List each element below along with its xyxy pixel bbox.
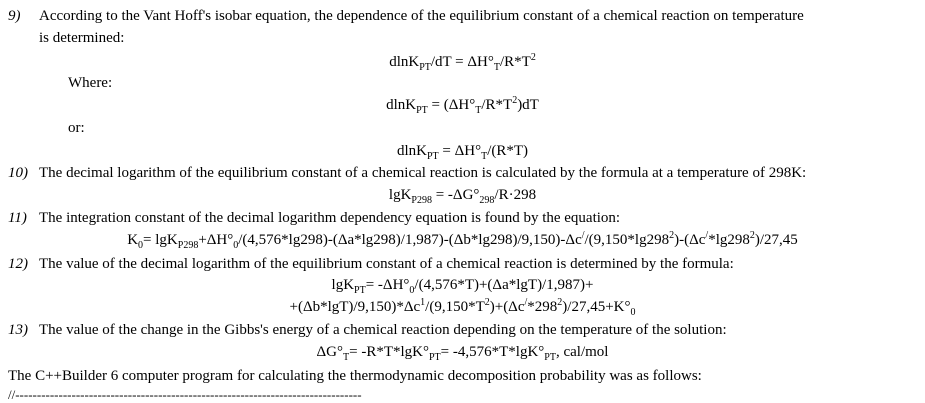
item-11-text: The integration constant of the decimal logarithm dependency equation is found by the equation:	[39, 210, 621, 226]
item-10-equation: $\lg K_{P298} = -\Delta G^\circ_{298}/R\cdot 298$	[388, 187, 537, 206]
item-9-equation-1: $dlnK_{PT}/dT = \Delta H^\circ_T/R*T^2$	[389, 52, 536, 73]
item-9-text: According to the Vant Hoff's isobar equation, the dependence of the equilibrium constant of a chemical reaction on temperature	[39, 8, 804, 24]
item-number-9: 9)	[8, 8, 21, 24]
code-comment-line: //--------------------------------------------------------------------------------	[8, 387, 362, 402]
item-number-11: 11)	[8, 210, 27, 226]
item-number-12: 12)	[8, 256, 28, 272]
item-9-equation-3: $dlnK_{PT} = \Delta H^\circ_T/(R*T)$	[396, 143, 529, 162]
item-number-10: 10)	[8, 165, 28, 181]
item-10-text: The decimal logarithm of the equilibrium constant of a chemical reaction is calculated by the formula at a temperature of 298K:	[39, 165, 807, 181]
or-label: or:	[68, 120, 85, 136]
item-11-equation: $K_0= \lg K_{P298}+\Delta H^\circ_0/(4,576*\lg 298)-(\Delta a*\lg 298)/1,987)-(\Delta b*\lg 298)/9,150)-\Delta c^//(9,150*\lg 298^2)-(\Delta c^/*\lg 298^2)/27,45$	[127, 230, 798, 251]
item-9-equation-2: $dlnK_{PT} = (\Delta H^\circ_T/R*T^2)dT$	[386, 95, 539, 116]
item-13-equation: $\Delta G^\circ_T= -R*T*\lg K^\circ_{PT}= -4,576*T*\lg K^\circ_{PT}$, cal/mol	[316, 344, 609, 363]
item-9-text-cont: is determined:	[39, 30, 125, 46]
item-13-text: The value of the change in the Gibbs's energy of a chemical reaction depending on the temperature of the solution:	[39, 322, 727, 338]
item-12-text: The value of the decimal logarithm of the equilibrium constant of a chemical reaction is determined by the formula:	[39, 256, 734, 272]
item-12-equation-1: $\lg K_{PT}= -\Delta H^\circ_0/(4,576*T)+(\Delta a*\lg T)/1,987)+$	[331, 277, 594, 296]
item-12-equation-2: $+(\Delta b*\lg T)/9,150)*\Delta c^1/(9,150*T^2)+(\Delta c^/*298^2)/27,45+K^\circ_0$	[289, 297, 636, 318]
closing-sentence: The C++Builder 6 computer program for calculating the thermodynamic decomposition probability was as follows:	[8, 368, 702, 384]
item-number-13: 13)	[8, 322, 28, 338]
where-label: Where:	[68, 75, 113, 91]
